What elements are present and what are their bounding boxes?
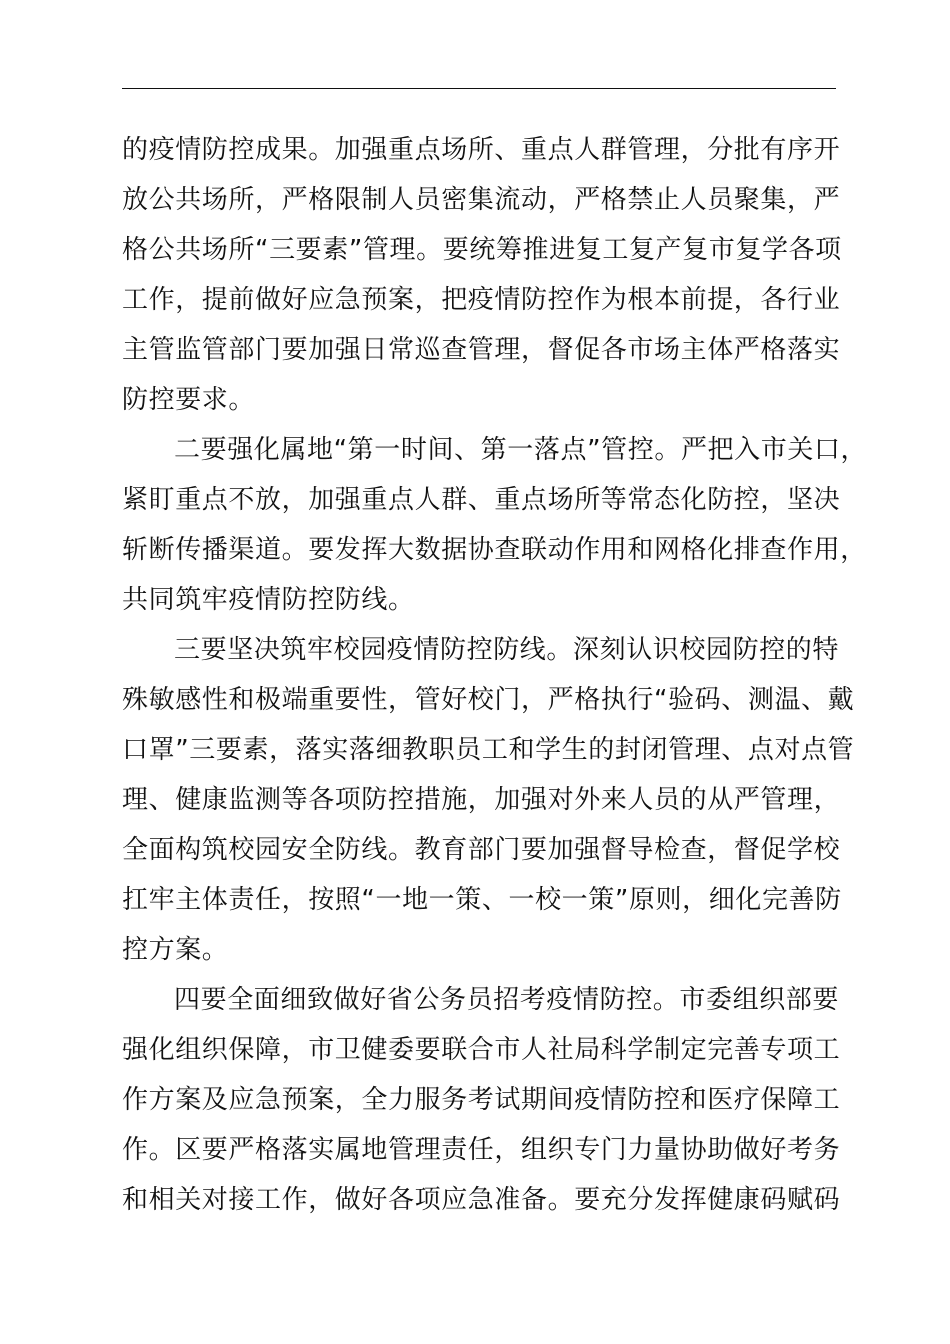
paragraph-start-line: 二要强化属地“第一时间、第一落点”管控。严把入市关口，	[174, 435, 868, 465]
text-line: 主管监管部门要加强日常巡查管理，督促各市场主体严格落实	[122, 335, 841, 365]
text-line: 和相关对接工作，做好各项应急准备。要充分发挥健康码赋码	[122, 1185, 841, 1215]
text-line: 强化组织保障，市卫健委要联合市人社局科学制定完善专项工	[122, 1035, 841, 1065]
text-line: 理、健康监测等各项防控措施，加强对外来人员的从严管理，	[122, 785, 841, 815]
text-line: 作方案及应急预案，全力服务考试期间疫情防控和医疗保障工	[122, 1085, 841, 1115]
text-line: 紧盯重点不放，加强重点人群、重点场所等常态化防控，坚决	[122, 485, 841, 515]
text-line: 扛牢主体责任，按照“一地一策、一校一策”原则，细化完善防	[122, 885, 842, 915]
text-line: 共同筑牢疫情防控防线。	[122, 585, 415, 615]
text-line: 口罩”三要素，落实落细教职员工和学生的封闭管理、点对点管	[122, 735, 855, 765]
text-line: 的疫情防控成果。加强重点场所、重点人群管理，分批有序开	[122, 135, 841, 165]
paragraph-start-line: 三要坚决筑牢校园疫情防控防线。深刻认识校园防控的特	[174, 635, 840, 665]
text-line: 放公共场所，严格限制人员密集流动，严格禁止人员聚集，严	[122, 185, 841, 215]
paragraph-start-line: 四要全面细致做好省公务员招考疫情防控。市委组织部要	[174, 985, 840, 1015]
text-line: 防控要求。	[122, 385, 256, 415]
text-line: 作。区要严格落实属地管理责任，组织专门力量协助做好考务	[122, 1135, 841, 1165]
text-line: 殊敏感性和极端重要性，管好校门，严格执行“验码、测温、戴	[122, 685, 855, 715]
text-line: 格公共场所“三要素”管理。要统筹推进复工复产复市复学各项	[122, 235, 842, 265]
text-line: 斩断传播渠道。要发挥大数据协查联动作用和网格化排查作用，	[122, 535, 867, 565]
text-line: 工作，提前做好应急预案，把疫情防控作为根本前提，各行业	[122, 285, 841, 315]
body-text	[122, 125, 868, 1225]
text-line: 全面构筑校园安全防线。教育部门要加强督导检查，督促学校	[122, 835, 841, 865]
text-line: 控方案。	[122, 935, 229, 965]
header-divider	[122, 88, 836, 89]
